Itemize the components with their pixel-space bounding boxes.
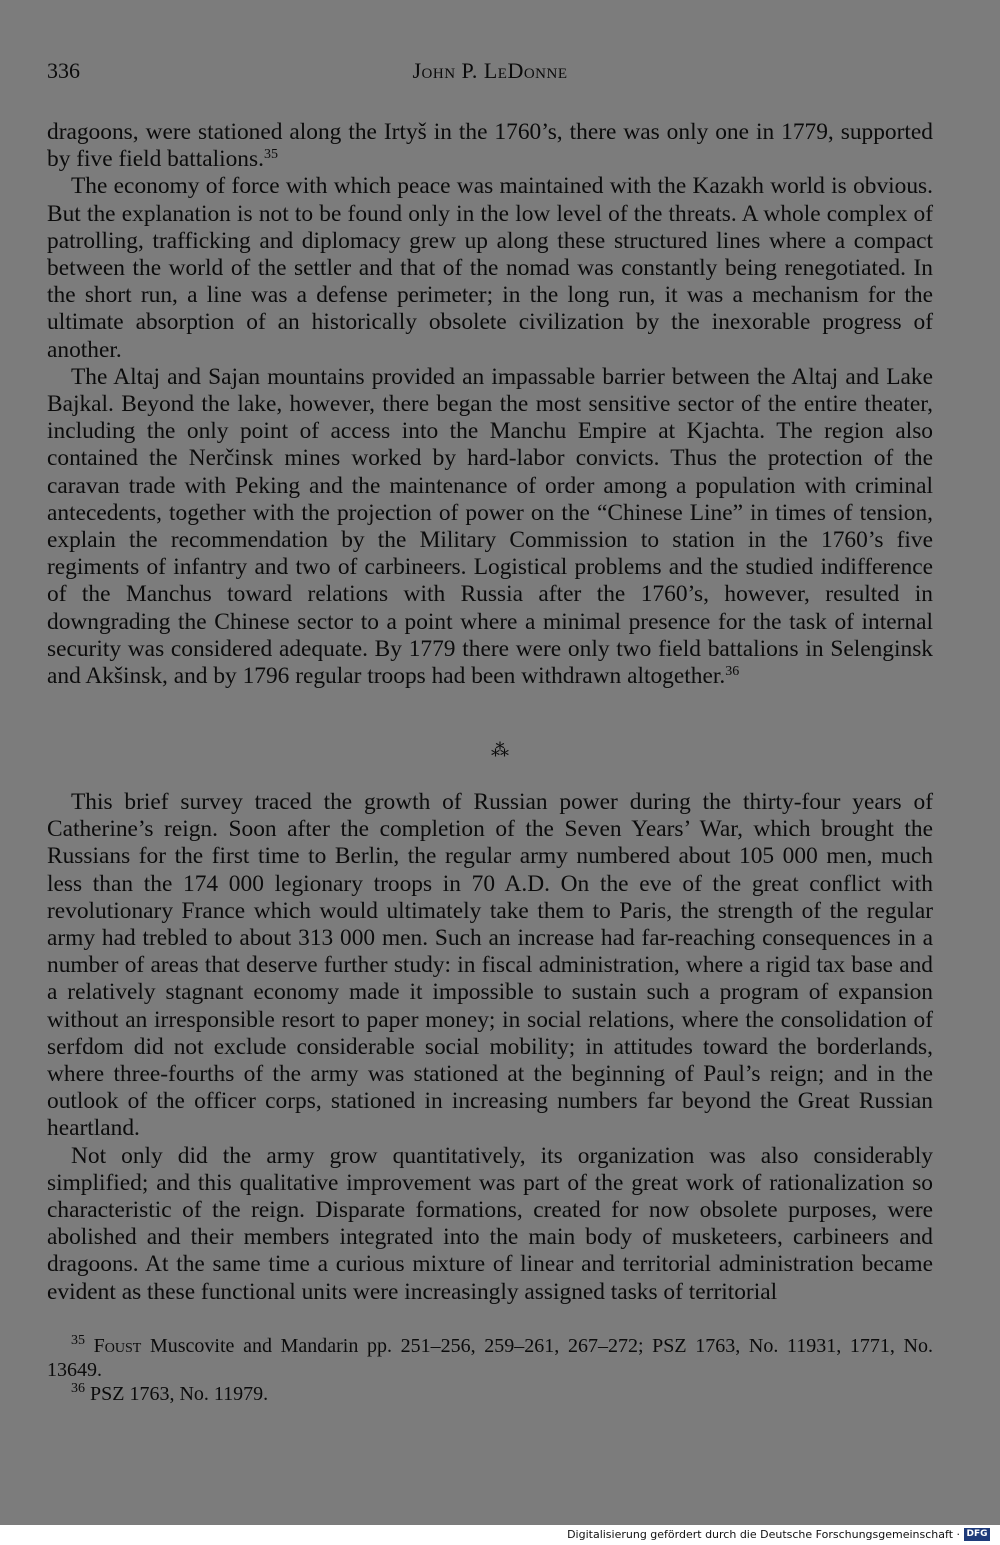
section-separator: ⁂ bbox=[491, 740, 509, 760]
footnote-number: 35 bbox=[71, 1333, 85, 1348]
page-number: 336 bbox=[47, 58, 80, 83]
footnote-author: Foust bbox=[93, 1335, 142, 1357]
body-text-lower bbox=[47, 789, 933, 1306]
footnote-ref[interactable]: 35 bbox=[263, 147, 278, 163]
footnote: $^{35}$ Foust Muscovite and Mandarin pp. 251–256, 259–261, 267–272; PSZ 1763, No. 11931, 1771, No. 13649. bbox=[47, 1333, 934, 1381]
funding-credit: Digitalisierung gefördert durch die Deutsche Forschungsgemeinschaft · bbox=[567, 1528, 960, 1541]
footnote-number: 36 bbox=[71, 1381, 85, 1396]
paragraph: This brief survey traced the growth of Russian power during the thirty-four years of Catherine’s reign. Soon after the completion of the Seven Years’ War, which brought the Russians for the first time to Berlin, the regular army numbered about 105 000 men, much less than the 174 000 legionary troops in 70 A.D. On the eve of the great conflict with revolutionary France which would ultimately take them to Paris, the strength of the regular army had trebled to about 313 000 men. Such an increase had far-reaching consequences in a number of areas that deserve further study: in fiscal administration, where a rigid tax base and a relatively stagnant economy made it impossible to sustain such a program of expansion without an irresponsible resort to paper money; in social relations, where the consolidation of serfdom did not exclude considerable social mobility; in attitudes toward the borderlands, where three-fourths of the army was stationed at the beginning of Paul’s reign; and in the outlook of the officer corps, stationed in increasing numbers far beyond the Great Russian heartland. bbox=[47, 789, 933, 1142]
paragraph: Not only did the army grow quantitatively, its organization was also considerably simplified; and this qualitative improvement was part of the great work of rationalization so characteristic of the reign. Disparate formations, created for now obsolete purposes, were abolished and their members integrated into the main body of musketeers, carbineers and dragoons. At the same time a curious mixture of linear and territorial administration became evident as these functional units were increasingly assigned tasks of territorial bbox=[47, 1142, 933, 1305]
paragraph: The Altaj and Sajan mountains provided an impassable barrier between the Altaj and Lake Bajkal. Beyond the lake, however, there began the most sensitive sector of the entire theater, including the only point of access into the Manchu Empire at Kjachta. The region also contained the Nerčinsk mines worked by hard-labor convicts. Thus the protection of the caravan trade with Peking and the maintenance of order among a population with criminal antecedents, together with the projection of power on the “Chinese Line” in times of tension, explain the recommendation by the Military Commission to station in the 1760’s five regiments of infantry and two of carbineers. Logistical problems and the studied indifference of the Manchus toward relations with Russia after the 1760’s, however, resulted in downgrading the Chinese sector to a point where a minimal presence for the task of internal security was considered adequate. By 1779 there were only two field battalions in Selenginsk and Akšinsk, and by 1796 regular troops had been withdrawn altogether.$^{36}$ bbox=[47, 363, 933, 690]
footnote: $^{36}$ PSZ 1763, No. 11979. bbox=[71, 1381, 269, 1405]
footnotes bbox=[47, 1334, 933, 1406]
digitization-footer bbox=[0, 1525, 1000, 1545]
footnote-ref[interactable]: 36 bbox=[725, 664, 740, 680]
page-header bbox=[47, 58, 933, 88]
dfg-logo[interactable]: DFG bbox=[964, 1528, 990, 1541]
running-head: John P. LeDonne bbox=[412, 58, 568, 83]
paragraph: dragoons, were stationed along the Irtyš in the 1760’s, there was only one in 1779, supported by five field battalions.$^{35}$ bbox=[47, 119, 933, 173]
paragraph: The economy of force with which peace was maintained with the Kazakh world is obvious. But the explanation is not to be found only in the low level of the threats. A whole complex of patrolling, trafficking and diplomacy grew up along these structured lines where a compact between the world of the settler and that of the nomad was constantly being renegotiated. In the short run, a line was a defense perimeter; in the long run, it was a mechanism for the ultimate absorption of an historically obsolete civilization by the inexorable progress of another. bbox=[47, 173, 933, 363]
body-text-upper bbox=[47, 119, 933, 690]
